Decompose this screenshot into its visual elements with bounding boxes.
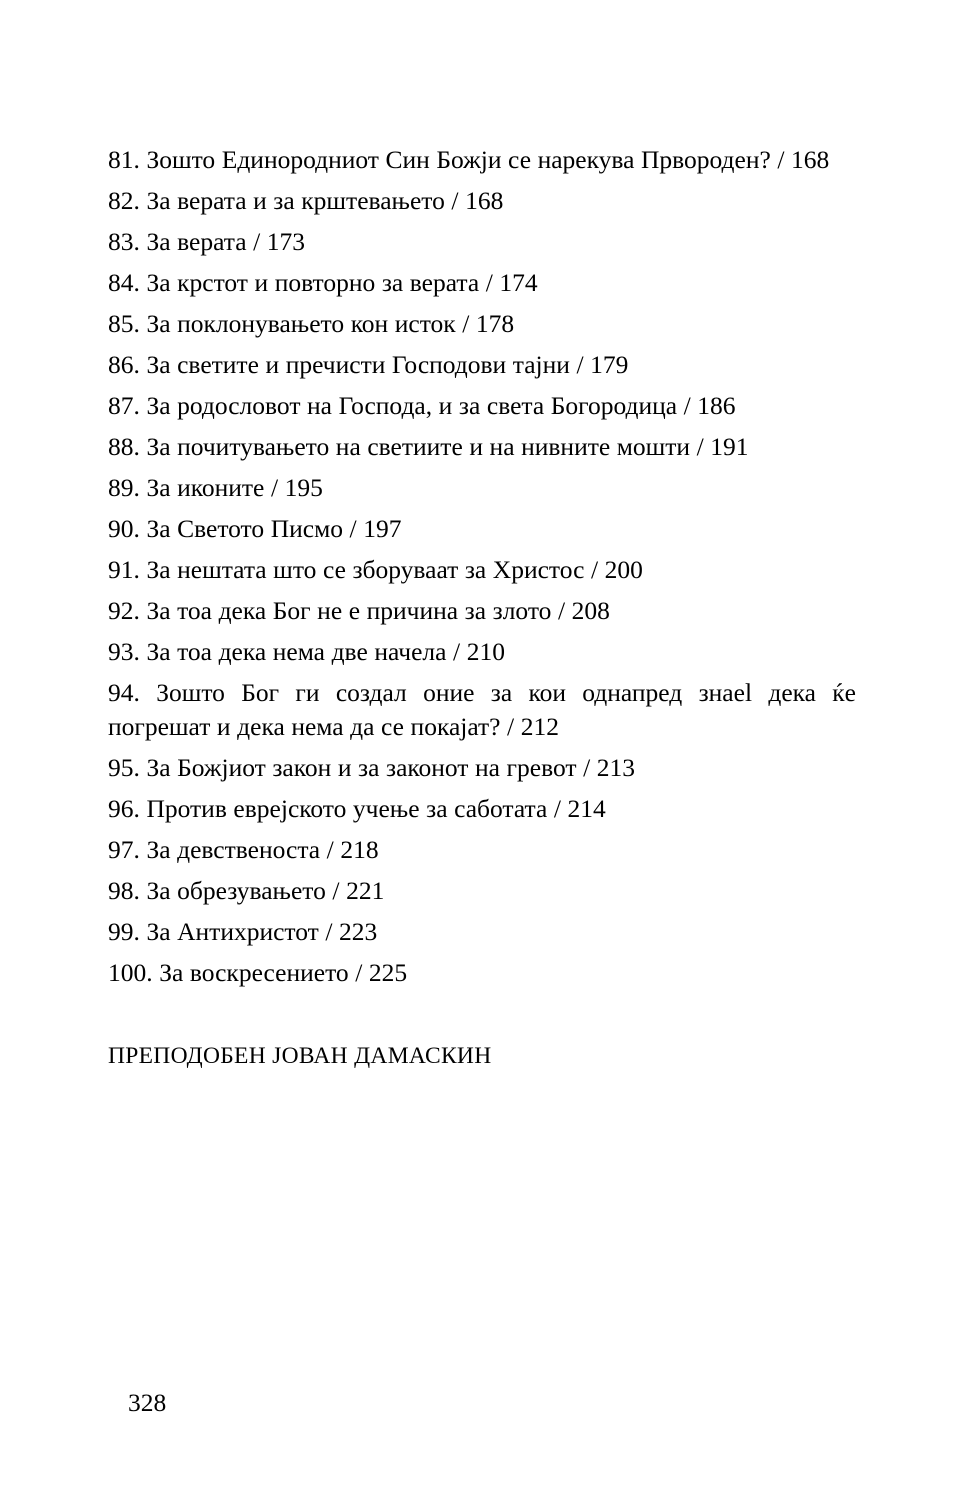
table-of-contents <box>108 143 856 990</box>
toc-entry: 94. Зошто Бог ги создал оние за кои однапред знael дека ќе погрешат и дека нема да се покајат? / 212 <box>108 678 856 741</box>
toc-entry: 98. За обрезувањето / 221 <box>108 876 385 905</box>
toc-entry: 82. За верата и за крштевањето / 168 <box>108 186 504 215</box>
toc-entry: 83. За верата / 173 <box>108 227 305 256</box>
toc-entry: 89. За иконите / 195 <box>108 473 323 502</box>
toc-entry: 91. За нештата што се зборуваат за Христос / 200 <box>108 555 643 584</box>
toc-entry: 97. За девственоста / 218 <box>108 835 379 864</box>
toc-entry: 99. За Антихристот / 223 <box>108 917 378 946</box>
toc-entry: 86. За светите и пречисти Господови тајни / 179 <box>108 350 629 379</box>
page-number: 328 <box>128 1388 167 1417</box>
toc-entry: 87. За родословот на Господа, и за света Богородица / 186 <box>108 391 736 420</box>
toc-entry: 90. За Светото Писмо / 197 <box>108 514 402 543</box>
toc-entry: 96. Против еврејското учење за саботата / 214 <box>108 794 606 823</box>
toc-entry: 84. За крстот и повторно за верата / 174 <box>108 268 538 297</box>
toc-entry: 93. За тоа дека нема две начела / 210 <box>108 637 505 666</box>
toc-entry: 81. Зошто Единородниот Син Божји се нарекува Првороден? / 168 <box>108 145 830 174</box>
toc-entry: 95. За Божјиот закон и за законот на гревот / 213 <box>108 753 635 782</box>
section-heading: ПРЕПОДОБЕН ЈОВАН ДАМАСКИН <box>108 1043 492 1069</box>
toc-entry: 88. За почитувањето на светиите и на нивните мошти / 191 <box>108 432 749 461</box>
toc-entry: 85. За поклонувањето кон исток / 178 <box>108 309 515 338</box>
toc-entry: 100. За воскресението / 225 <box>108 958 408 987</box>
toc-entry: 92. За тоа дека Бог не е причина за злото / 208 <box>108 596 610 625</box>
